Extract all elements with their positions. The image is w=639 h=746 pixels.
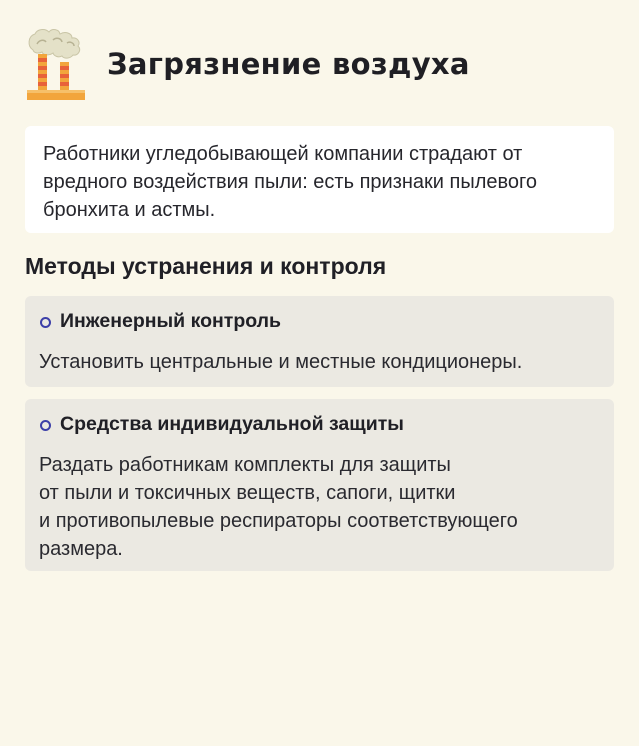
method-card-ppe (25, 399, 614, 571)
method-title: Средства индивидуальной защиты (60, 413, 404, 435)
method-title: Инженерный контроль (60, 310, 282, 332)
method-description (39, 451, 604, 563)
page-title: Загрязнение воздуха (107, 47, 470, 81)
bullet-icon (40, 317, 51, 328)
bullet-icon (40, 420, 51, 431)
intro-card (25, 126, 614, 233)
method-description (39, 348, 604, 376)
method-card-engineering (25, 296, 614, 387)
method-description-line: Раздать работникам комплекты для защиты (39, 454, 451, 476)
method-description-line: размера. (39, 538, 123, 560)
section-title: Методы устранения и контроля (25, 253, 387, 279)
method-header (39, 413, 600, 440)
page-header (25, 28, 615, 104)
method-description-line: от пыли и токсичных веществ, сапоги, щитки (39, 482, 456, 504)
method-description-line: и противопылевые респираторы соответствующего (39, 510, 518, 532)
method-description-line: Установить центральные и местные кондиционеры. (39, 351, 523, 373)
factory-icon (25, 28, 87, 102)
method-header (39, 310, 600, 337)
intro-text: Работники угледобывающей компании страдают от вредного воздействия пыли: есть признаки пылевого бронхита и астмы. (43, 143, 538, 221)
